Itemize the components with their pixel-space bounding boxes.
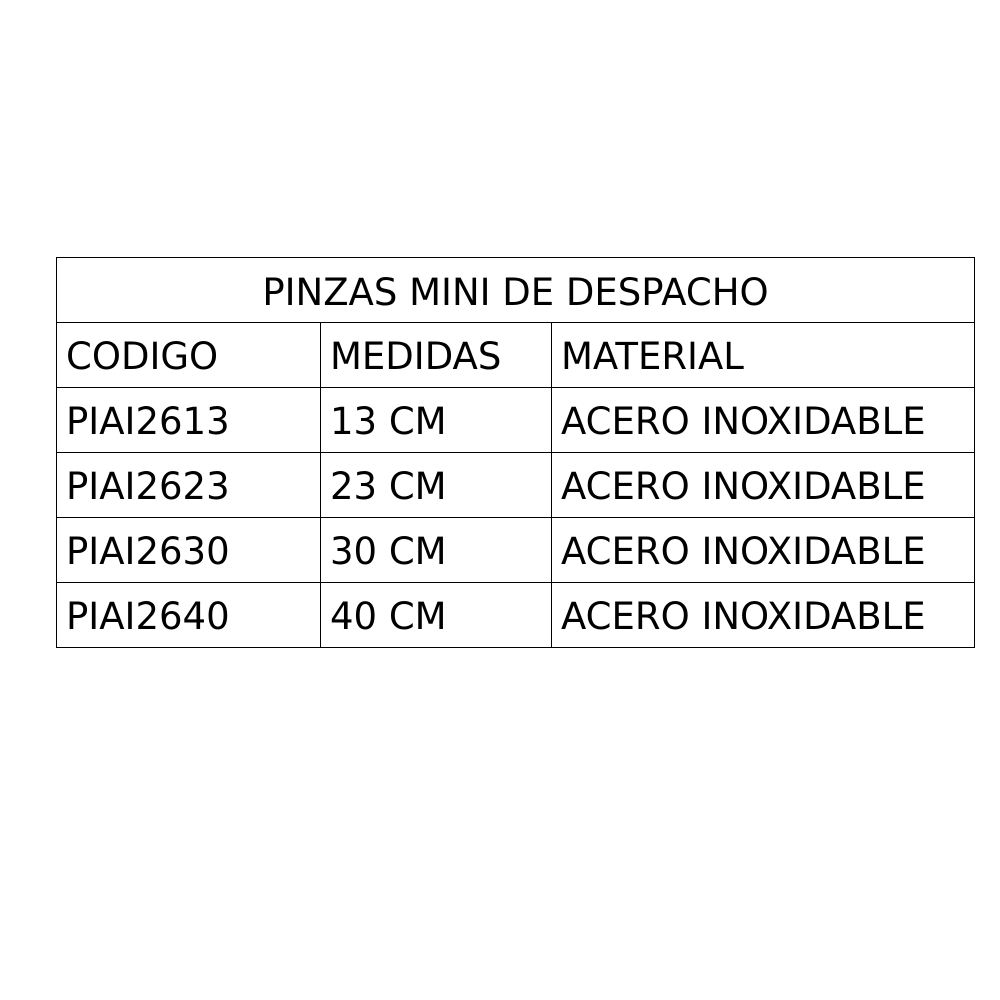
- material-cell: ACERO INOXIDABLE: [552, 453, 975, 518]
- product-table: [56, 257, 975, 648]
- table-row: [57, 453, 975, 518]
- table-row: [57, 518, 975, 583]
- table-row: [57, 583, 975, 648]
- material-cell: ACERO INOXIDABLE: [552, 518, 975, 583]
- header-material: MATERIAL: [552, 323, 975, 388]
- size-cell: 23 CM: [321, 453, 552, 518]
- header-medidas: MEDIDAS: [321, 323, 552, 388]
- code-cell: PIAI2613: [57, 388, 321, 453]
- size-cell: 13 CM: [321, 388, 552, 453]
- code-cell: PIAI2623: [57, 453, 321, 518]
- material-cell: ACERO INOXIDABLE: [552, 583, 975, 648]
- title-row: [57, 258, 975, 323]
- code-cell: PIAI2630: [57, 518, 321, 583]
- header-codigo: CODIGO: [57, 323, 321, 388]
- code-cell: PIAI2640: [57, 583, 321, 648]
- header-row: [57, 323, 975, 388]
- material-cell: ACERO INOXIDABLE: [552, 388, 975, 453]
- table-row: [57, 388, 975, 453]
- table-title: PINZAS MINI DE DESPACHO: [57, 258, 975, 323]
- size-cell: 30 CM: [321, 518, 552, 583]
- size-cell: 40 CM: [321, 583, 552, 648]
